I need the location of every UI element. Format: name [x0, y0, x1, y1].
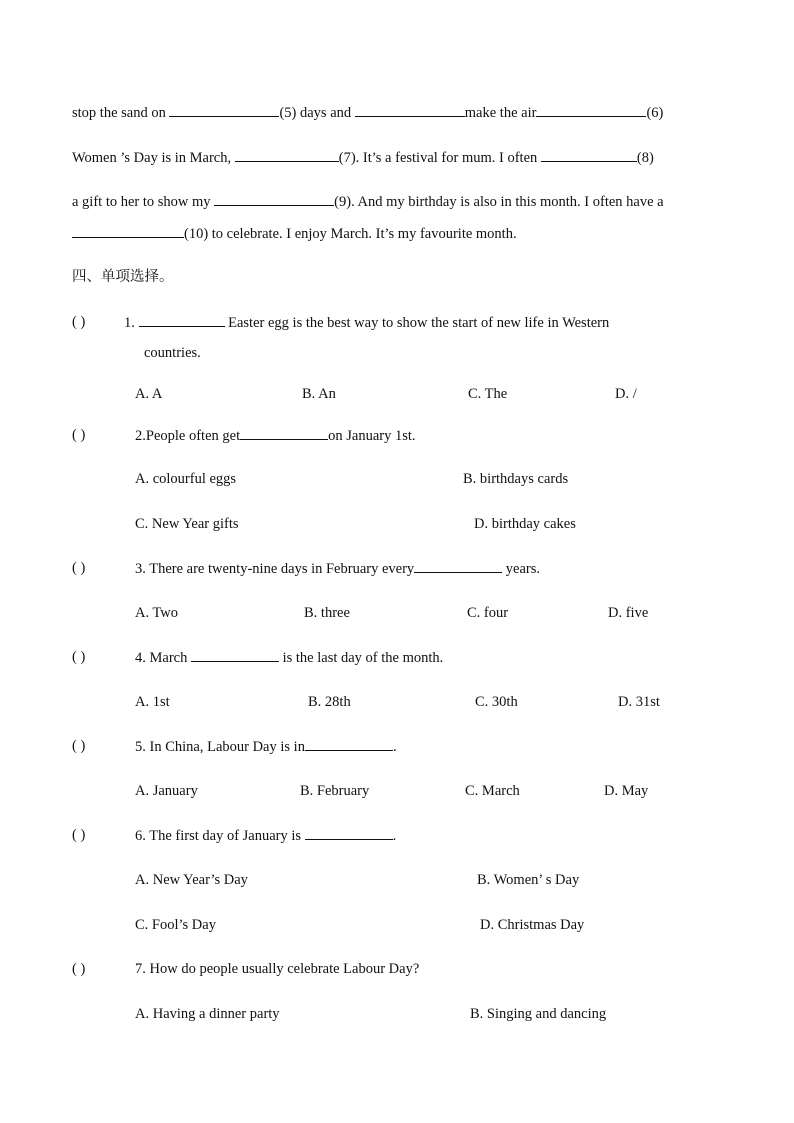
answer-paren[interactable]: ( ): [72, 738, 86, 754]
blank[interactable]: [355, 102, 465, 117]
question-1-continued: [0, 343, 794, 363]
answer-paren[interactable]: ( ): [72, 961, 86, 977]
passage-line-1: [72, 102, 663, 123]
option-b[interactable]: B. Singing and dancing: [470, 1006, 607, 1022]
passage-text: (10) to celebrate. I enjoy March. It’s my favourite month.: [184, 226, 517, 242]
question-text: [135, 736, 397, 757]
option-a[interactable]: A. A: [135, 386, 163, 402]
option-c[interactable]: C. New Year gifts: [135, 516, 239, 532]
option-d[interactable]: D. /: [615, 386, 637, 402]
blank-7[interactable]: [235, 147, 339, 162]
question-text-part: on January 1st.: [328, 428, 416, 444]
blank-10[interactable]: [72, 223, 184, 238]
question-5-options: [0, 781, 794, 801]
passage-line-2: [72, 147, 654, 168]
question-4-options: [0, 692, 794, 712]
passage-text: Women ’s Day is in March,: [72, 150, 235, 166]
answer-paren[interactable]: ( ): [72, 314, 86, 330]
blank[interactable]: [191, 647, 279, 662]
question-text-part: .: [392, 828, 397, 844]
passage-text: (9). And my birthday is also in this month. I often have a: [334, 194, 664, 210]
blank[interactable]: [305, 825, 393, 840]
option-b[interactable]: B. Women’ s Day: [477, 872, 580, 888]
question-text-part: 1.: [124, 315, 139, 331]
option-b[interactable]: B. February: [300, 783, 370, 799]
answer-paren[interactable]: ( ): [72, 649, 86, 665]
section-heading: 四、单项选择。: [72, 269, 174, 285]
passage-text: (6): [646, 105, 664, 121]
question-6: [0, 825, 794, 845]
question-text: 7. How do people usually celebrate Labour Day?: [135, 961, 420, 977]
passage-line-4: [72, 223, 517, 244]
passage-text: (5) days and: [279, 105, 355, 121]
option-c[interactable]: C. Fool’s Day: [135, 917, 216, 933]
option-c[interactable]: C. March: [465, 783, 520, 799]
question-1-options: [0, 384, 794, 404]
question-4: [0, 647, 794, 667]
passage-line-3: [72, 191, 664, 212]
passage-text: a gift to her to show my: [72, 194, 215, 210]
answer-paren[interactable]: ( ): [72, 827, 86, 843]
question-2-options-row-1: [0, 469, 794, 489]
option-a[interactable]: A. Two: [135, 605, 179, 621]
passage-text: make the air: [464, 105, 537, 121]
option-a[interactable]: A. colourful eggs: [135, 471, 237, 487]
option-c[interactable]: C. 30th: [475, 694, 518, 710]
question-3: [0, 558, 794, 578]
question-text-part: is the last day of the month.: [278, 650, 444, 666]
option-a[interactable]: A. Having a dinner party: [135, 1006, 280, 1022]
answer-paren[interactable]: ( ): [72, 427, 86, 443]
question-2: [0, 425, 794, 445]
option-d[interactable]: D. 31st: [618, 694, 660, 710]
blank-8[interactable]: [541, 147, 637, 162]
question-text: [135, 558, 540, 579]
blank[interactable]: [240, 425, 328, 440]
question-6-options-row-2: [0, 915, 794, 935]
option-a[interactable]: A. New Year’s Day: [135, 872, 248, 888]
answer-paren[interactable]: ( ): [72, 560, 86, 576]
option-b[interactable]: B. birthdays cards: [463, 471, 569, 487]
passage-text: (7). It’s a festival for mum. I often: [338, 150, 541, 166]
question-7-options: [0, 1004, 794, 1024]
question-text-part: years.: [502, 561, 540, 577]
passage-text: stop the sand on: [72, 105, 170, 121]
question-3-options: [0, 603, 794, 623]
question-text-continued: countries.: [144, 345, 201, 361]
option-c[interactable]: C. four: [467, 605, 509, 621]
question-5: [0, 736, 794, 756]
option-a[interactable]: A. 1st: [135, 694, 170, 710]
blank-6[interactable]: [536, 102, 646, 117]
question-text-part: 4. March: [135, 650, 191, 666]
question-2-options-row-2: [0, 514, 794, 534]
blank-5[interactable]: [169, 102, 279, 117]
question-6-options-row-1: [0, 870, 794, 890]
blank[interactable]: [139, 312, 225, 327]
question-text-part: .: [392, 739, 397, 755]
blank[interactable]: [414, 558, 502, 573]
option-d[interactable]: D. five: [608, 605, 649, 621]
blank[interactable]: [305, 736, 393, 751]
question-text: [135, 647, 443, 668]
question-7: [0, 959, 794, 979]
question-text-part: 5. In China, Labour Day is in: [135, 739, 305, 755]
question-1: [0, 312, 794, 332]
question-text: [135, 425, 416, 446]
option-d[interactable]: D. Christmas Day: [480, 917, 585, 933]
question-text-part: 6. The first day of January is: [135, 828, 305, 844]
option-b[interactable]: B. three: [304, 605, 350, 621]
blank-9[interactable]: [214, 191, 334, 206]
option-d[interactable]: D. May: [604, 783, 649, 799]
option-a[interactable]: A. January: [135, 783, 198, 799]
question-text-part: 2.People often get: [135, 428, 241, 444]
question-text: [135, 825, 396, 846]
passage-text: (8): [636, 150, 654, 166]
option-b[interactable]: B. An: [302, 386, 336, 402]
option-c[interactable]: C. The: [468, 386, 508, 402]
question-text-part: Easter egg is the best way to show the start of new life in Western: [224, 315, 610, 331]
question-text-part: 3. There are twenty-nine days in February every: [135, 561, 415, 577]
option-d[interactable]: D. birthday cakes: [474, 516, 576, 532]
question-text: [124, 312, 609, 333]
option-b[interactable]: B. 28th: [308, 694, 351, 710]
